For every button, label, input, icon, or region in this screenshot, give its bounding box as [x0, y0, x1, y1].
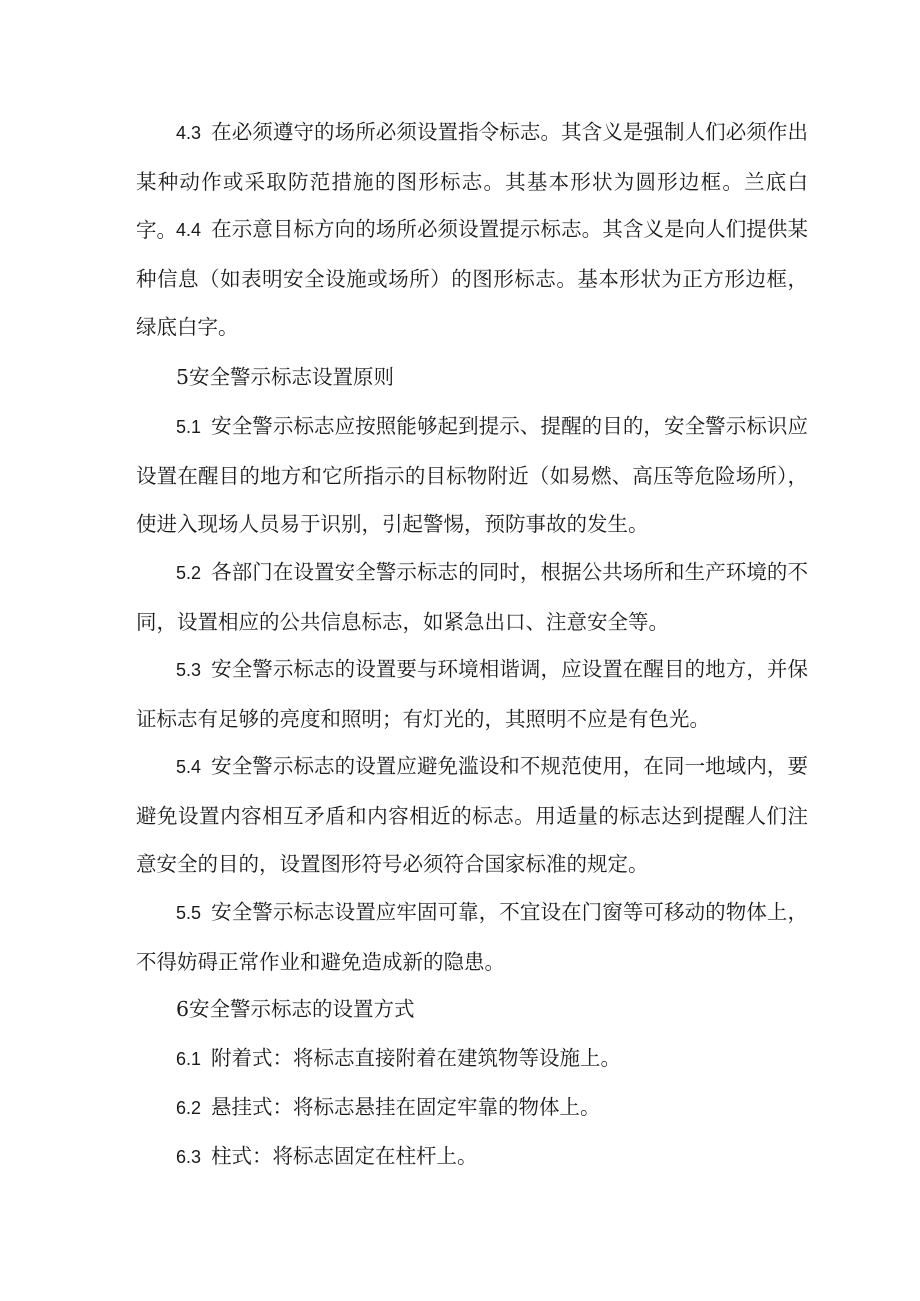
paragraph-5-1: [136, 402, 808, 549]
section-heading-6: 6安全警示标志的设置方式: [176, 997, 415, 1021]
clause-number: 5.3: [176, 660, 202, 680]
paragraph-5-2: [136, 548, 808, 646]
clause-number: 5.4: [176, 757, 202, 777]
paragraph-text: 安全警示标志设置应牢固可靠，不宜设在门窗等可移动的物体上，不得妨碍正常作业和避免造成新的隐患。: [136, 900, 808, 974]
paragraph-text: 各部门在设置安全警示标志的同时，根据公共场所和生产环境的不同，设置相应的公共信息标志，如紧急出口、注意安全等。: [136, 560, 808, 634]
paragraph-text: 安全警示标志的设置要与环境相谐调，应设置在醒目的地方，并保证标志有足够的亮度和照明；有灯光的，其照明不应是有色光。: [136, 657, 808, 731]
paragraph-6-2: [136, 1083, 808, 1133]
clause-number: 4.3: [176, 123, 202, 143]
clause-number: 6.2: [176, 1098, 202, 1118]
paragraph-5-4: [136, 742, 808, 889]
clause-number: 5.2: [176, 563, 202, 583]
paragraph-5-5: [136, 888, 808, 986]
paragraph-text: 悬挂式：将标志悬挂在固定牢靠的物体上。: [211, 1095, 601, 1119]
paragraph-text: 在必须遵守的场所必须设置指令标志。其含义是强制人们必须作出某种动作或采取防范措施的图形标志。其基本形状为圆形边框。兰底白字。: [136, 120, 808, 242]
clause-number: 5.5: [176, 903, 202, 923]
clause-number: 6.3: [176, 1147, 202, 1167]
paragraph-6-3: [136, 1132, 808, 1182]
paragraph-text: 安全警示标志的设置应避免滥设和不规范使用，在同一地域内，要避免设置内容相互矛盾和内容相近的标志。用适量的标志达到提醒人们注意安全的目的，设置图形符号必须符合国家标准的规定。: [136, 754, 808, 876]
paragraph-text: 安全警示标志应按照能够起到提示、提醒的目的，安全警示标识应设置在醒目的地方和它所指示的目标物附近（如易燃、高压等危险场所），使进入现场人员易于识别，引起警惕，预防事故的发生。: [136, 414, 808, 536]
section-heading-5: 5安全警示标志设置原则: [176, 365, 395, 389]
paragraph-5-3: [136, 645, 808, 743]
clause-number: 6.1: [176, 1049, 202, 1069]
clause-number: 4.4: [176, 220, 202, 240]
paragraph-6-1: [136, 1034, 808, 1084]
clause-number: 5.1: [176, 417, 202, 437]
paragraph-text: 在示意目标方向的场所必须设置提示标志。其含义是向人们提供某种信息（如表明安全设施或场所）的图形标志。基本形状为正方形边框，绿底白字。: [136, 217, 808, 339]
paragraph-text: 附着式：将标志直接附着在建筑物等设施上。: [211, 1046, 622, 1070]
paragraph-text: 柱式：将标志固定在柱杆上。: [211, 1144, 478, 1168]
paragraph-4-4: [136, 205, 808, 352]
